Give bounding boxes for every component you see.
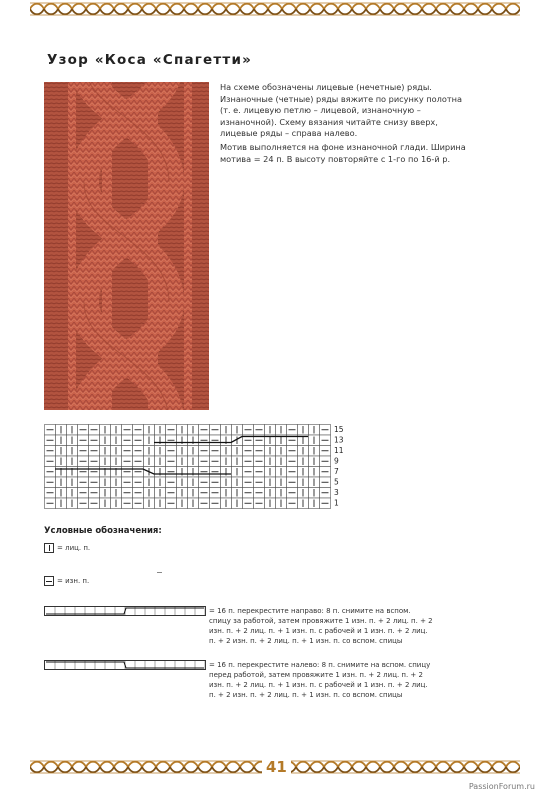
- cable-right-symbol-icon: [44, 606, 206, 616]
- legend-knit: [44, 543, 90, 553]
- legend-purl-text: = изн. п.: [57, 577, 90, 585]
- purl-stitch-symbol-icon: [44, 576, 54, 586]
- chart-row-number: 5: [334, 477, 339, 487]
- chart-row-number: 15: [334, 425, 344, 434]
- legend-knit-text: = лиц. п.: [57, 544, 91, 552]
- cable-left-symbol-icon: [44, 660, 206, 670]
- legend-cable-left-text: = 16 п. перекрестите налево: 8 п. снимите на вспом. спицу перед работой, затем провяжите 1 изн. п. + 2 лиц. п. + 2 изн. п. + 2 лиц. п. + 1 изн. п. с рабочей и 1 изн. п. + 2 лиц. п. + 2 изн. п. + 2 лиц. п. + 1 изн. п. со вспом. спицы: [209, 661, 431, 699]
- chart-row-number: 7: [334, 467, 339, 476]
- pattern-description: [220, 82, 475, 167]
- legend-cable-left: [44, 660, 433, 700]
- chart-row-number: 11: [334, 446, 344, 455]
- knit-stitch-symbol-icon: [44, 543, 54, 553]
- legend-cable-right-text: = 16 п. перекрестите направо: 8 п. снимите на вспом. спицу за работой, затем провяжите 1 изн. п. + 2 лиц. п. + 2 изн. п. + 2 лиц. п. + 1 изн. п. с рабочей и 1 изн. п. + 2 лиц. п. + 2 изн. п. + 2 лиц. п. + 1 изн. п. со вспом. спицы: [209, 607, 433, 645]
- chart-row-number: 13: [334, 435, 344, 445]
- knitting-chart: [44, 424, 344, 510]
- chart-row-number: 1: [334, 498, 339, 508]
- legend-purl: [44, 576, 89, 586]
- legend-title: Условные обозначения:: [44, 526, 162, 536]
- divider-mark: [157, 572, 162, 573]
- pattern-title: Узор «Коса «Спагетти»: [47, 52, 253, 68]
- page-number: 41: [262, 758, 291, 776]
- description-paragraph-1: На схеме обозначены лицевые (нечетные) ряды. Изнаночные (четные) ряды вяжите по рисунку полотна (т. е. лицевую петлю – лицевой, изнаночную – изнаночной). Схему вязания читайте снизу вверх, лицевые ряды – справа налево.: [220, 82, 463, 139]
- legend-cable-right: [44, 606, 433, 646]
- knitted-swatch-photo: [44, 82, 209, 410]
- chart-row-number: 3: [334, 488, 339, 497]
- top-ornament-border: [30, 2, 520, 16]
- description-paragraph-2: Мотив выполняется на фоне изнаночной глади. Ширина мотива = 24 п. В высоту повторяйте с 1-го по 16-й р.: [220, 141, 466, 164]
- chart-row-number: 9: [334, 456, 339, 466]
- watermark: PassionForum.ru: [468, 782, 535, 791]
